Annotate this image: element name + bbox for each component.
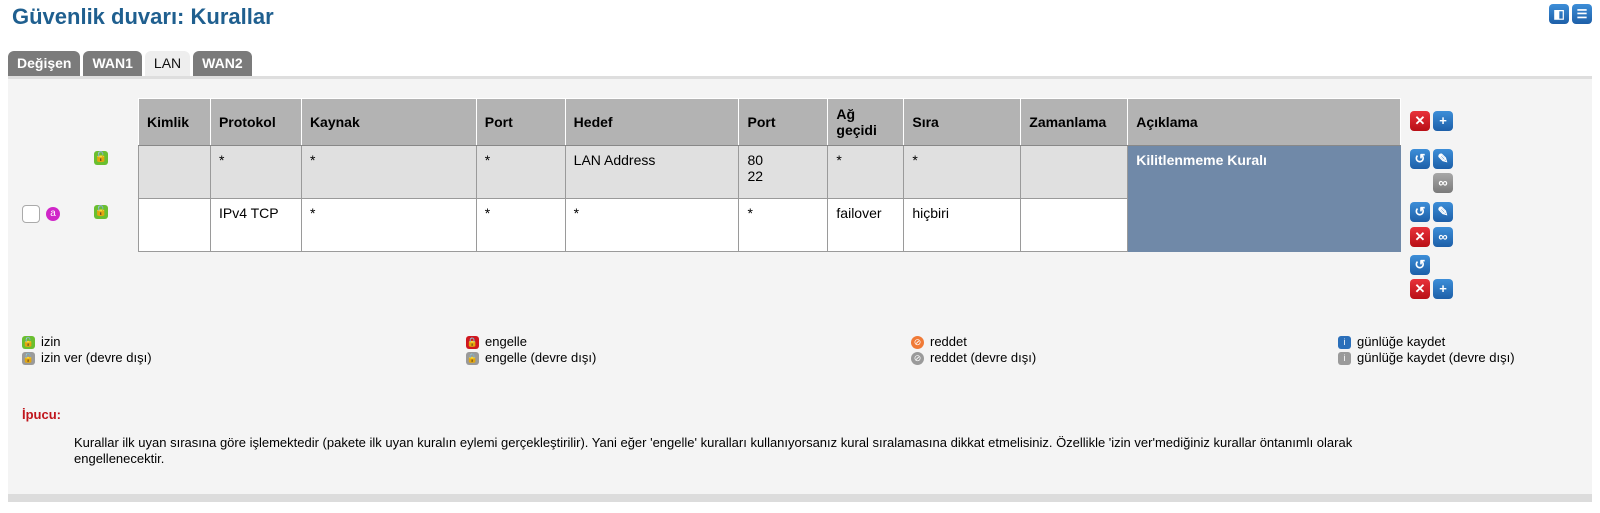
- table-header-row: [139, 99, 1401, 146]
- cell-protocol: IPv4 TCP: [210, 199, 301, 252]
- delete-selected-button[interactable]: ✕: [1410, 111, 1430, 131]
- cell-gateway: failover: [828, 199, 904, 252]
- move-rule-button[interactable]: ↺: [1410, 202, 1430, 222]
- header-source-port: Port: [476, 99, 565, 146]
- table-row[interactable]: [139, 199, 1401, 252]
- cell-destination: LAN Address: [565, 146, 739, 199]
- header-queue: Sıra: [904, 99, 1021, 146]
- pass-lock-icon[interactable]: 🔓: [94, 152, 108, 163]
- anchor-icon: a: [46, 207, 60, 221]
- legend-label: izin: [41, 334, 61, 349]
- cell-source-port: *: [476, 199, 565, 252]
- legend-label: reddet: [930, 334, 967, 349]
- cell-gateway: *: [828, 146, 904, 199]
- cell-description: [1128, 199, 1401, 252]
- header-destination: Hedef: [565, 99, 739, 146]
- header-source: Kaynak: [301, 99, 476, 146]
- copy-rule-button[interactable]: ∞: [1433, 227, 1453, 247]
- cell-queue: *: [904, 146, 1021, 199]
- legend-label: günlüğe kaydet (devre dışı): [1357, 350, 1515, 365]
- hint-text: Kurallar ilk uyan sırasına göre işlemektedir (pakete ilk uyan kuralın eylemi gerçekleştirilir). Yani eğer 'engelle' kuralları kullanıyorsanız kural sıralamasına dikkat etmelisiniz. Özellikle 'izin ver'mediğiniz kurallar öntanımlı olarak engellenecektir.: [74, 435, 1353, 466]
- cell-id: [139, 199, 211, 252]
- legend-label: reddet (devre dışı): [930, 350, 1037, 365]
- dest-port-value: 22: [747, 168, 764, 184]
- header-id: Kimlik: [139, 99, 211, 146]
- pass-icon: 🔓: [22, 336, 35, 347]
- edit-rule-button[interactable]: ✎: [1433, 149, 1453, 169]
- cell-schedule: [1021, 146, 1128, 199]
- move-to-end-button[interactable]: ↺: [1410, 255, 1430, 275]
- page-title: Güvenlik duvarı: Kurallar: [12, 4, 274, 29]
- legend-label: engelle (devre dışı): [485, 350, 597, 365]
- tab-lan[interactable]: LAN: [145, 51, 190, 76]
- cell-source: *: [301, 199, 476, 252]
- tab-wan1[interactable]: WAN1: [83, 51, 141, 76]
- block-disabled-icon: 🔒: [466, 352, 479, 363]
- pass-disabled-icon: 🔓: [22, 352, 35, 363]
- header-description: Açıklama: [1128, 99, 1401, 146]
- tab-wan2[interactable]: WAN2: [193, 51, 251, 76]
- table-row[interactable]: [139, 146, 1401, 199]
- cell-protocol: *: [210, 146, 301, 199]
- help-icon[interactable]: ◧: [1549, 4, 1569, 24]
- header-gateway: Ağ geçidi: [828, 99, 904, 146]
- cell-schedule: [1021, 199, 1128, 252]
- cell-queue: hiçbiri: [904, 199, 1021, 252]
- tab-degisen[interactable]: Değişen: [8, 51, 80, 76]
- move-rule-button[interactable]: ↺: [1410, 149, 1430, 169]
- cell-destination: *: [565, 199, 739, 252]
- info-disabled-icon: i: [1338, 352, 1351, 365]
- cell-dest-port: [739, 146, 828, 199]
- notes-icon[interactable]: ☰: [1572, 4, 1592, 24]
- legend-pass: [22, 334, 152, 366]
- cell-source-port: *: [476, 146, 565, 199]
- header-schedule: Zamanlama: [1021, 99, 1128, 146]
- edit-rule-button[interactable]: ✎: [1433, 202, 1453, 222]
- copy-rule-icon-disabled: ∞: [1433, 173, 1453, 193]
- cell-id: [139, 146, 211, 199]
- delete-rule-button[interactable]: ✕: [1410, 227, 1430, 247]
- cell-description: Kilitlenmeme Kuralı: [1128, 146, 1401, 199]
- dest-port-value: 80: [747, 152, 764, 168]
- info-icon: i: [1338, 336, 1351, 349]
- add-rule-button[interactable]: +: [1433, 279, 1453, 299]
- pass-lock-icon[interactable]: 🔓: [94, 206, 108, 217]
- tab-bar: [8, 51, 252, 76]
- reject-icon: ⊘: [911, 336, 924, 349]
- legend-block: [466, 334, 596, 366]
- rules-table: [138, 98, 1401, 252]
- cell-dest-port: *: [739, 199, 828, 252]
- panel-bottom-bar: [8, 494, 1592, 502]
- hint-title: İpucu:: [22, 407, 61, 422]
- top-icons: [1549, 4, 1592, 24]
- reject-disabled-icon: ⊘: [911, 352, 924, 365]
- legend-label: engelle: [485, 334, 527, 349]
- header-dest-port: Port: [739, 99, 828, 146]
- legend-log: [1338, 334, 1515, 366]
- cell-source: *: [301, 146, 476, 199]
- legend-label: günlüğe kaydet: [1357, 334, 1446, 349]
- legend-reject: [911, 334, 1036, 366]
- delete-selected-button[interactable]: ✕: [1410, 279, 1430, 299]
- block-icon: 🔒: [466, 336, 479, 347]
- legend-label: izin ver (devre dışı): [41, 350, 152, 365]
- add-rule-button[interactable]: +: [1433, 111, 1453, 131]
- row-select-checkbox[interactable]: [22, 205, 40, 223]
- header-protocol: Protokol: [210, 99, 301, 146]
